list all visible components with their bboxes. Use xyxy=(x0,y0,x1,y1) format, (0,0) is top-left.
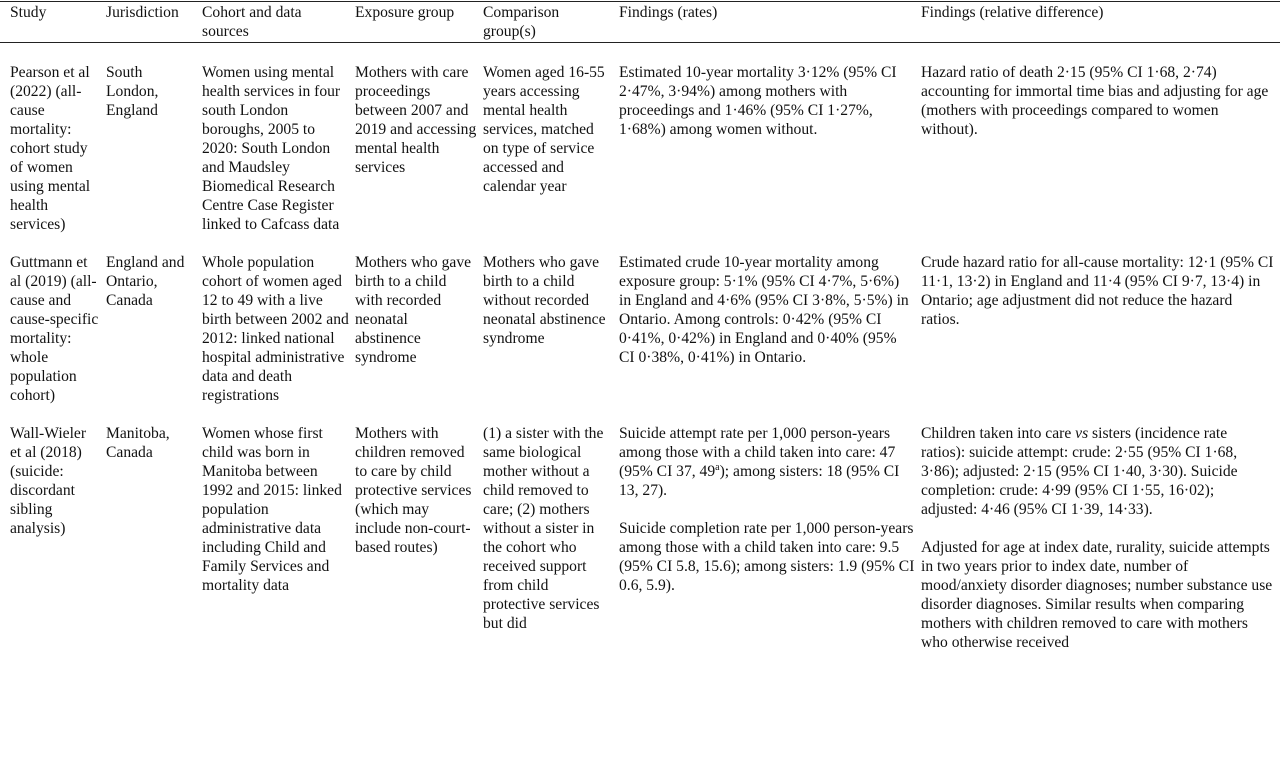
rates-paragraph: Estimated 10-year mortality 3·12% (95% CI 2·47%, 3·94%) among mothers with proceedings and 1·46% (95% CI 1·27%, 1·68%) among women without. xyxy=(619,64,897,138)
cell-study: Wall-Wieler et al (2018) (suicide: discordant sibling analysis) xyxy=(10,425,87,537)
relative-paragraph: Hazard ratio of death 2·15 (95% CI 1·68, 2·74) accounting for immortal time bias and adjusting for age (mothers with proceedings compared to women without). xyxy=(921,64,1269,138)
cell-findings-relative xyxy=(921,234,1280,405)
header-jurisdiction: Jurisdiction xyxy=(106,4,179,21)
table-row xyxy=(0,234,1280,405)
header-comparison: Comparison group(s) xyxy=(483,4,560,40)
cell-jurisdiction: South London, England xyxy=(106,64,159,119)
cell-cohort: Whole population cohort of women aged 12 to 49 with a live birth between 2002 and 2012: linked national hospital administrative data and death registrations xyxy=(202,254,349,404)
header-study: Study xyxy=(10,4,47,21)
rates-text: Suicide attempt rate per 1,000 person-years among those with a child taken into care: 47 (95% CI 37, 49 xyxy=(619,425,896,480)
cell-cohort: Women whose first child was born in Manitoba between 1992 and 2015: linked population administrative data including Child and Family Services and mortality data xyxy=(202,425,342,594)
cell-comparison: Women aged 16-55 years accessing mental health services, matched on type of service accessed and calendar year xyxy=(483,64,605,195)
header-findings-relative: Findings (relative difference) xyxy=(921,4,1104,21)
relative-paragraph: Adjusted for age at index date, rurality, suicide attempts in two years prior to index date, number of mood/anxiety disorder diagnoses; number substance use disorder diagnoses. Similar results when comparing mothers with children removed to care with mothers who otherwise received xyxy=(921,539,1273,651)
cell-findings-rates xyxy=(619,405,921,652)
rates-paragraph: Estimated crude 10-year mortality among exposure group: 5·1% (95% CI 4·7%, 5·6%) in England and 4·6% (95% CI 3·8%, 5·5%) in Ontario. Among controls: 0·42% (95% CI 0·41%, 0·42%) in England and 0·40% (95% CI 0·38%, 0·41%) in Ontario. xyxy=(619,254,909,366)
relative-paragraph: Crude hazard ratio for all-cause mortality: 12·1 (95% CI 11·1, 13·2) in England and 11·4 (95% CI 9·7, 13·4) in Ontario; age adjustment did not reduce the hazard ratios. xyxy=(921,254,1274,328)
cell-exposure: Mothers with children removed to care by child protective services (which may include non-court-based routes) xyxy=(355,425,472,556)
cell-jurisdiction: Manitoba, Canada xyxy=(106,425,170,461)
cell-findings-rates xyxy=(619,234,921,405)
header-findings-rates: Findings (rates) xyxy=(619,4,718,21)
cell-comparison: Mothers who gave birth to a child without recorded neonatal abstinence syndrome xyxy=(483,254,606,347)
rates-paragraph: Suicide completion rate per 1,000 person-years among those with a child taken into care: 9.5 (95% CI 5.8, 15.6); among sisters: 1.9 (95% CI 0.6, 5.9). xyxy=(619,520,915,594)
relative-lead: Children taken into care xyxy=(921,425,1076,442)
cell-comparison: (1) a sister with the same biological mother without a child removed to care; (2) mothers without a sister in the cohort who received support from child protective services but did xyxy=(483,425,604,632)
cell-findings-relative xyxy=(921,45,1280,234)
cell-study: Pearson et al (2022) (all-cause mortality: cohort study of women using mental health services) xyxy=(10,64,91,233)
cell-study: Guttmann et al (2019) (all-cause and cause-specific mortality: whole population cohort) xyxy=(10,254,99,404)
cell-exposure: Mothers who gave birth to a child with recorded neonatal abstinence syndrome xyxy=(355,254,472,366)
header-exposure: Exposure group xyxy=(355,4,455,21)
table-row xyxy=(0,405,1280,652)
footnote-marker: a xyxy=(715,461,720,473)
rates-paragraph xyxy=(619,424,915,500)
cell-jurisdiction: England and Ontario, Canada xyxy=(106,254,185,309)
cell-exposure: Mothers with care proceedings between 2007 and 2019 and accessing mental health services xyxy=(355,64,477,176)
vs-italic: vs xyxy=(1075,425,1089,442)
table-header-row xyxy=(0,0,1280,45)
rates-text-tail: ); among sisters: 18 (95% CI 13, 27). xyxy=(619,463,900,499)
cell-cohort: Women using mental health services in four south London boroughs, 2005 to 2020: South London and Maudsley Biomedical Research Centre Case Register linked to Cafcass data xyxy=(202,64,341,233)
table-row xyxy=(0,45,1280,234)
header-cohort: Cohort and data sources xyxy=(202,4,302,40)
relative-rest: sisters (incidence rate ratios): suicide attempt: crude: 2·55 (95% CI 1·68, 3·86); adjusted: 2·15 (95% CI 1·40, 3·30). Suicide completion: crude: 4·99 (95% CI 1·55, 16·02); adjusted: 4·46 (95% CI 1·39, 14·33). xyxy=(921,425,1238,518)
cell-findings-rates xyxy=(619,45,921,234)
cell-findings-relative xyxy=(921,405,1280,652)
relative-paragraph xyxy=(921,424,1274,519)
